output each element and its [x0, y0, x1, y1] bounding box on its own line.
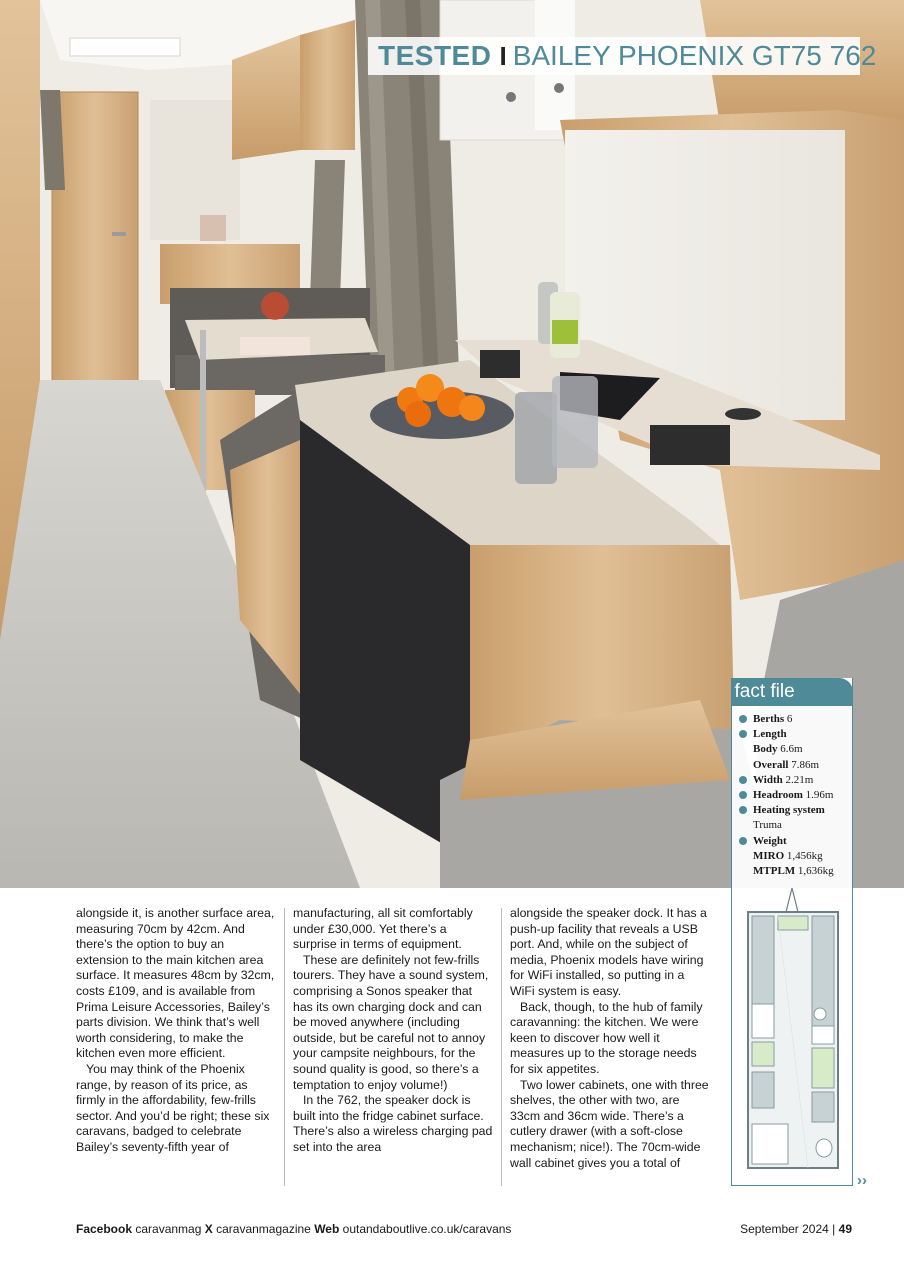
bullet-icon [739, 730, 747, 738]
floorplan-diagram [738, 886, 846, 1176]
column-divider [501, 908, 502, 1186]
fact-width: Width 2.21m [739, 773, 851, 788]
kitchen-cabinet [752, 1042, 774, 1066]
fact-length-body: Body 6.6m [753, 743, 803, 756]
fact-weight: Weight [739, 834, 851, 849]
fact-file-list [739, 712, 851, 879]
footer-divider: | [832, 1222, 836, 1236]
hob [752, 1004, 774, 1038]
text-column-1 [76, 906, 276, 1156]
fact-length: Length [739, 727, 851, 742]
text-column-2 [293, 906, 493, 1156]
sink-icon [814, 1008, 826, 1020]
wardrobe [812, 1092, 834, 1122]
paragraph: Back, though, to the hub of family caravanning: the kitchen. We were keen to discover how well it measures up to the storage needs for six appetites. [510, 999, 703, 1076]
continue-arrow-icon: ›› [857, 1172, 867, 1189]
section-label: TESTED [378, 40, 492, 71]
web-url: outandaboutlive.co.uk/caravans [342, 1222, 512, 1236]
fact-berths: Berths 6 [739, 712, 851, 727]
paragraph: alongside it, is another surface area, measuring 70cm by 42cm. And there’s the option to buy an extension to the main kitchen area surface. It measures 48cm by 32cm, costs £109, and is available from Prima Leisure Accessories, Bailey’s parts division. We think that’s well worth considering, to make the kitchen even more efficient. [76, 906, 275, 1061]
text-column-3 [510, 906, 710, 1171]
bullet-icon [739, 837, 747, 845]
page-number: 49 [838, 1222, 852, 1236]
paragraph: Two lower cabinets, one with three shelves, the other with two, are 33cm and 36cm wide. There’s a cutlery drawer (with a soft-close mechanism; nice!). The 70cm-wide wall cabinet gives you a total of [510, 1077, 709, 1170]
issue-date: September 2024 [740, 1222, 829, 1236]
paragraph: You may think of the Phoenix range, by reason of its price, as firmly in the affordability, few-frills sector. And you’d be right; these six caravans, badged to celebrate Bailey’s seventy-fifth year of [76, 1061, 270, 1154]
paragraph: In the 762, the speaker dock is built into the fridge cabinet surface. There’s also a wireless charging pad set into the area [293, 1093, 493, 1154]
fact-weight-mtplm: MTPLM 1,636kg [753, 865, 834, 878]
shower [752, 1124, 788, 1164]
title-separator: I [499, 40, 507, 71]
fact-weight-miro: MIRO 1,456kg [753, 849, 823, 862]
paragraph: manufacturing, all sit comfortably under £30,000. Yet there’s a surprise in terms of equipment. [293, 906, 473, 952]
toilet-icon [816, 1139, 832, 1157]
model-name: BAILEY PHOENIX GT75 762 [512, 40, 877, 71]
x-handle: caravanmagazine [216, 1222, 311, 1236]
hitch-icon [786, 888, 798, 912]
bullet-icon [739, 715, 747, 723]
article-header [368, 37, 877, 75]
footer-issue [740, 1222, 852, 1236]
footer-social: Facebook caravanmag X caravanmagazine Web outandaboutlive.co.uk/caravans [76, 1222, 512, 1236]
front-chest [778, 916, 808, 930]
fact-heating-value: Truma [753, 819, 782, 832]
bullet-icon [739, 806, 747, 814]
bullet-icon [739, 791, 747, 799]
paragraph: alongside the speaker dock. It has a push-up facility that reveals a USB port. And, while on the subject of media, Phoenix models have wiring for WiFi installed, so putting in a WiFi system is easy. [510, 906, 707, 998]
side-dinette [752, 1072, 774, 1108]
fact-length-overall: Overall 7.86m [753, 758, 819, 771]
fact-file-box [731, 678, 853, 1186]
bullet-icon [739, 776, 747, 784]
fact-file-title: fact file [731, 678, 853, 706]
fridge-cabinet [812, 1048, 834, 1088]
cooker [812, 1026, 834, 1044]
fact-headroom: Headroom 1.96m [739, 788, 851, 803]
paragraph: These are definitely not few-frills tourers. They have a sound system, comprising a Sonos speaker that has its own charging dock and can be moved anywhere (including outside, but be careful not to annoy your campsite neighbours, for the sound quality is good, so there’s a temptation to enjoy volume!) [293, 952, 489, 1092]
fact-heating: Heating system [739, 803, 851, 818]
column-divider [284, 908, 285, 1186]
facebook-handle: caravanmag [135, 1222, 202, 1236]
